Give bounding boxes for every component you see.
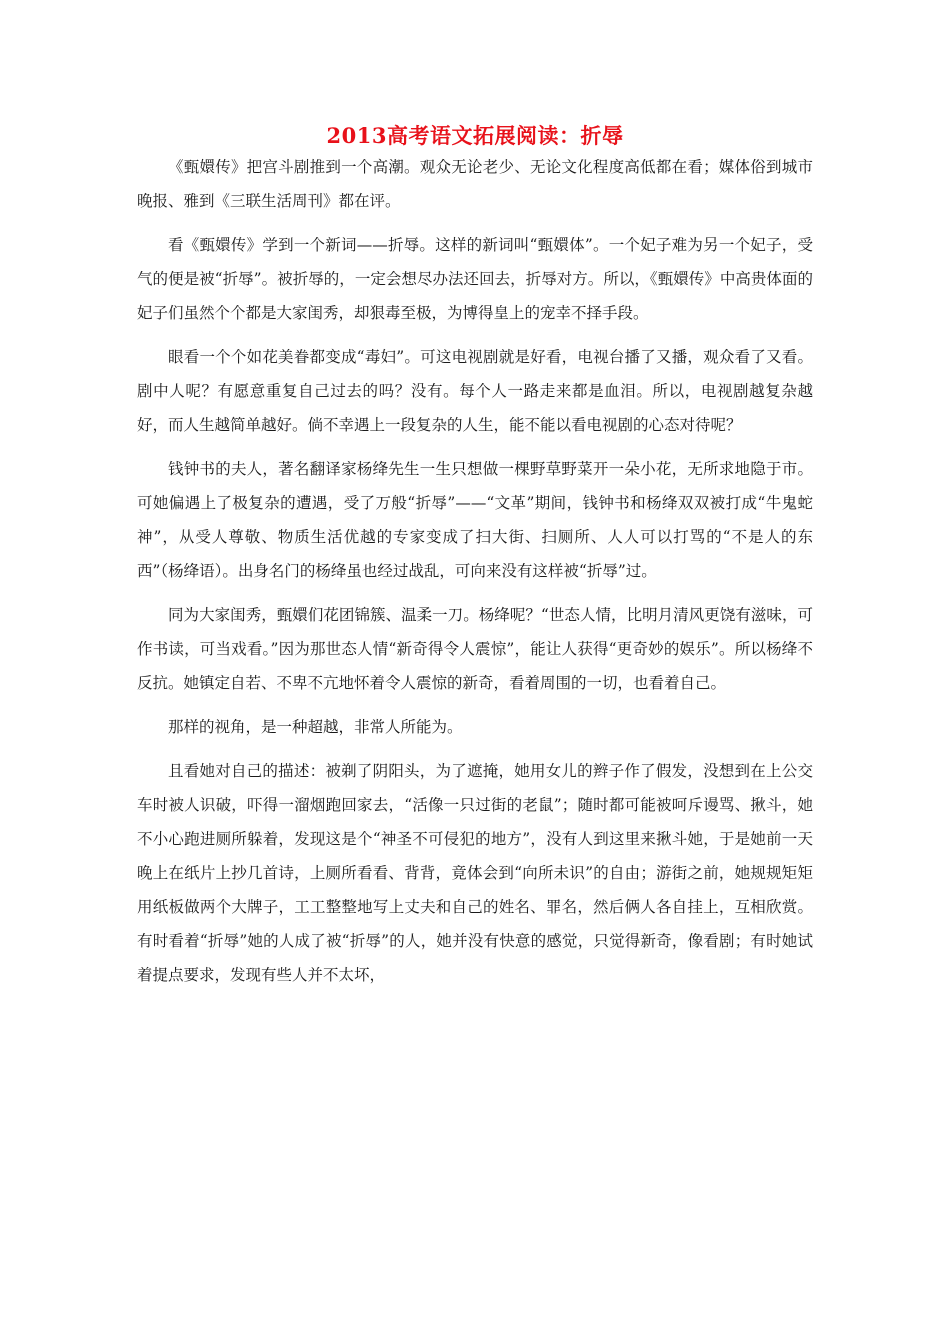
paragraph-6: 那样的视角，是一种超越，非常人所能为。 — [168, 718, 463, 736]
paragraph-3: 眼看一个个如花美眷都变成“毒妇”。可这电视剧就是好看，电视台播了又播，观众看了又看。剧中人呢？有愿意重复自己过去的吗？没有。每个人一路走来都是血泪。所以，电视剧越复杂越好，而人生越简单越好。倘不幸遇上一段复杂的人生，能不能以看电视剧的心态对待呢？ — [137, 348, 813, 434]
paragraph-4: 钱钟书的夫人，著名翻译家杨绛先生一生只想做一棵野草野菜开一朵小花，无所求地隐于市。可她偏遇上了极复杂的遭遇，受了万般“折辱”——“文革”期间，钱钟书和杨绛双双被打成“牛鬼蛇神”，从受人尊敬、物质生活优越的专家变成了扫大街、扫厕所、人人可以打骂的“不是人的东西”（杨绛语）。出身名门的杨绛虽也经过战乱，可向来没有这样被“折辱”过。 — [137, 460, 813, 580]
paragraph-2: 看《甄嬛传》学到一个新词——折辱。这样的新词叫“甄嬛体”。一个妃子难为另一个妃子，受气的便是被“折辱”。被折辱的，一定会想尽办法还回去，折辱对方。所以，《甄嬛传》中高贵体面的妃子们虽然个个都是大家闺秀，却狠毒至极，为博得皇上的宠幸不择手段。 — [137, 236, 813, 322]
paragraph-1: 《甄嬛传》把宫斗剧推到一个高潮。观众无论老少、无论文化程度高低都在看；媒体俗到城市晚报、雅到《三联生活周刊》都在评。 — [137, 158, 813, 210]
paragraph-7: 且看她对自己的描述：被剃了阴阳头，为了遮掩，她用女儿的辫子作了假发，没想到在上公交车时被人识破，吓得一溜烟跑回家去，“活像一只过街的老鼠”；随时都可能被呵斥谩骂、揪斗，她不小心跑进厕所躲着，发现这是个“神圣不可侵犯的地方”，没有人到这里来揪斗她，于是她前一天晚上在纸片上抄几首诗，上厕所看看、背背，竟体会到“向所未识”的自由；游街之前，她规规矩矩用纸板做两个大牌子，工工整整地写上丈夫和自己的姓名、罪名，然后俩人各自挂上，互相欣赏。有时看着“折辱”她的人成了被“折辱”的人，她并没有快意的感觉，只觉得新奇，像看剧；有时她试着提点要求，发现有些人并不太坏， — [137, 762, 813, 984]
page-title: 2013高考语文拓展阅读：折辱 — [326, 123, 624, 148]
article-body — [137, 150, 813, 1002]
paragraph-5: 同为大家闺秀，甄嬛们花团锦簇、温柔一刀。杨绛呢？“世态人情，比明月清风更饶有滋味，可作书读，可当戏看。”因为那世态人情“新奇得令人震惊”，能让人获得“更奇妙的娱乐”。所以杨绛不反抗。她镇定自若、不卑不亢地怀着令人震惊的新奇，看着周围的一切，也看着自己。 — [137, 606, 813, 692]
